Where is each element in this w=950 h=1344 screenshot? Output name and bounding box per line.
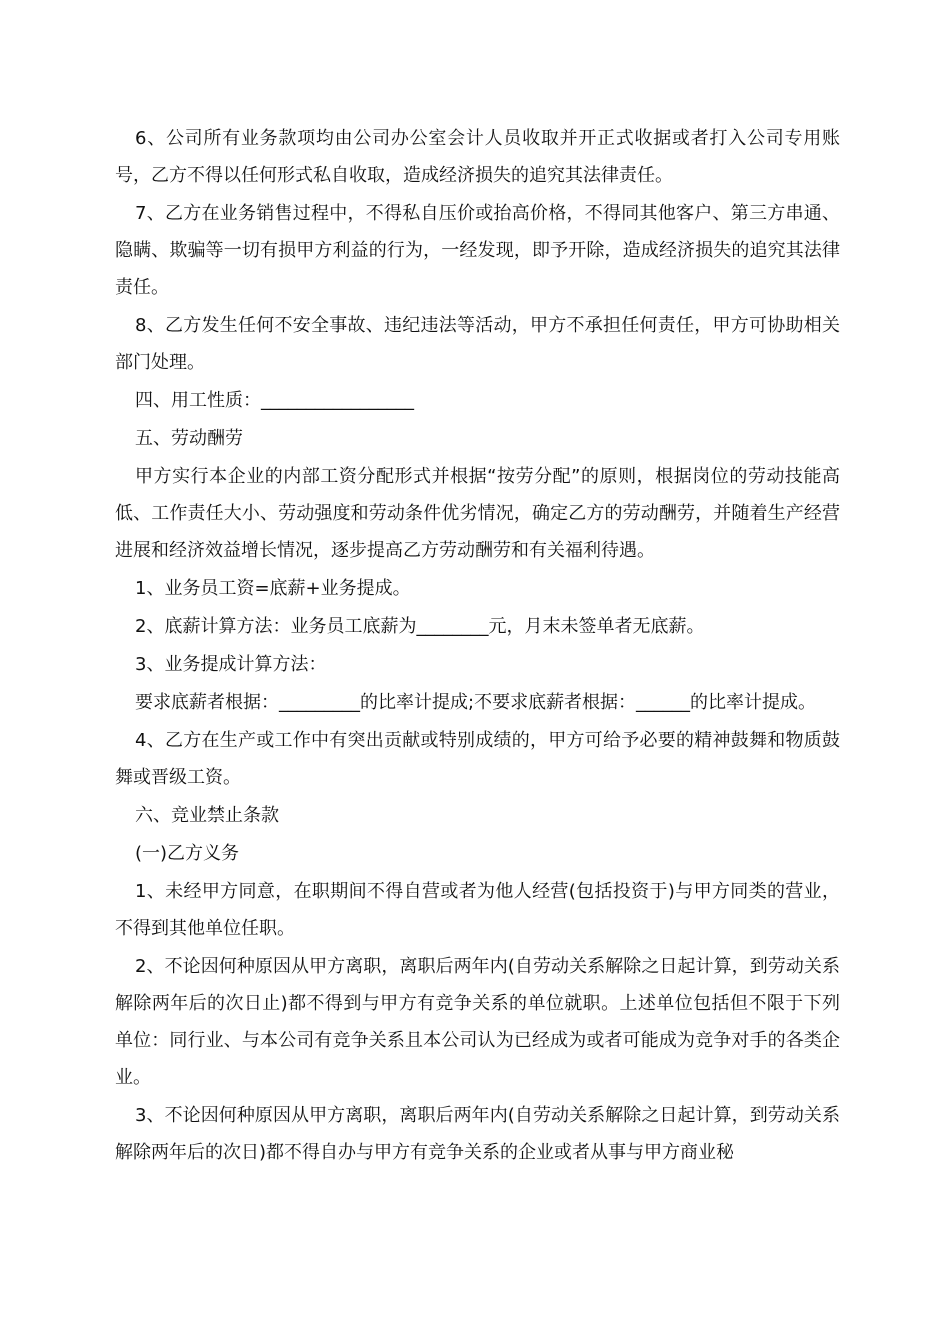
paragraph-obligation-3: 3、不论因何种原因从甲方离职，离职后两年内(自劳动关系解除之日起计算，到劳动关系解除两年后的次日)都不得自办与甲方有竞争关系的企业或者从事与甲方商业秘 [115,1105,840,1163]
paragraph-commission-rates: 要求底薪者根据：_________的比率计提成;不要求底薪者根据：______的比率计提成。 [135,692,817,713]
paragraph-clause-6: 6、公司所有业务款项均由公司办公室会计人员收取并开正式收据或者打入公司专用账号，乙方不得以任何形式私自收取，造成经济损失的追究其法律责任。 [115,128,840,186]
section-heading-employment-nature: 四、用工性质：_________________ [135,390,414,411]
document-body [115,120,840,1172]
section-heading-remuneration: 五、劳动酬劳 [135,428,243,449]
section-heading-non-compete: 六、竞业禁止条款 [135,805,279,826]
paragraph-clause-8: 8、乙方发生任何不安全事故、违纪违法等活动，甲方不承担任何责任，甲方可协助相关部门处理。 [115,315,840,373]
paragraph-rewards: 4、乙方在生产或工作中有突出贡献或特别成绩的，甲方可给予必要的精神鼓舞和物质鼓舞或晋级工资。 [115,730,840,788]
paragraph-base-salary: 2、底薪计算方法：业务员工底薪为________元，月末未签单者无底薪。 [135,616,705,637]
paragraph-obligation-2: 2、不论因何种原因从甲方离职，离职后两年内(自劳动关系解除之日起计算，到劳动关系解除两年后的次日止)都不得到与甲方有竞争关系的单位就职。上述单位包括但不限于下列单位：同行业、与本公司有竞争关系且本公司认为已经成为或者可能成为竞争对手的各类企业。 [115,956,840,1088]
paragraph-commission-method: 3、业务提成计算方法： [135,654,327,675]
paragraph-clause-7: 7、乙方在业务销售过程中，不得私自压价或抬高价格，不得同其他客户、第三方串通、隐瞒、欺骗等一切有损甲方利益的行为，一经发现，即予开除，造成经济损失的追究其法律责任。 [115,203,840,298]
paragraph-obligation-1: 1、未经甲方同意，在职期间不得自营或者为他人经营(包括投资于)与甲方同类的营业，不得到其他单位任职。 [115,881,840,939]
paragraph-remuneration-principle: 甲方实行本企业的内部工资分配形式并根据“按劳分配”的原则，根据岗位的劳动技能高低、工作责任大小、劳动强度和劳动条件优劣情况，确定乙方的劳动酬劳，并随着生产经营进展和经济效益增长情况，逐步提高乙方劳动酬劳和有关福利待遇。 [115,466,840,561]
subheading-party-b-obligations: (一)乙方义务 [135,843,240,864]
paragraph-salary-formula: 1、业务员工资=底薪+业务提成。 [135,578,411,599]
